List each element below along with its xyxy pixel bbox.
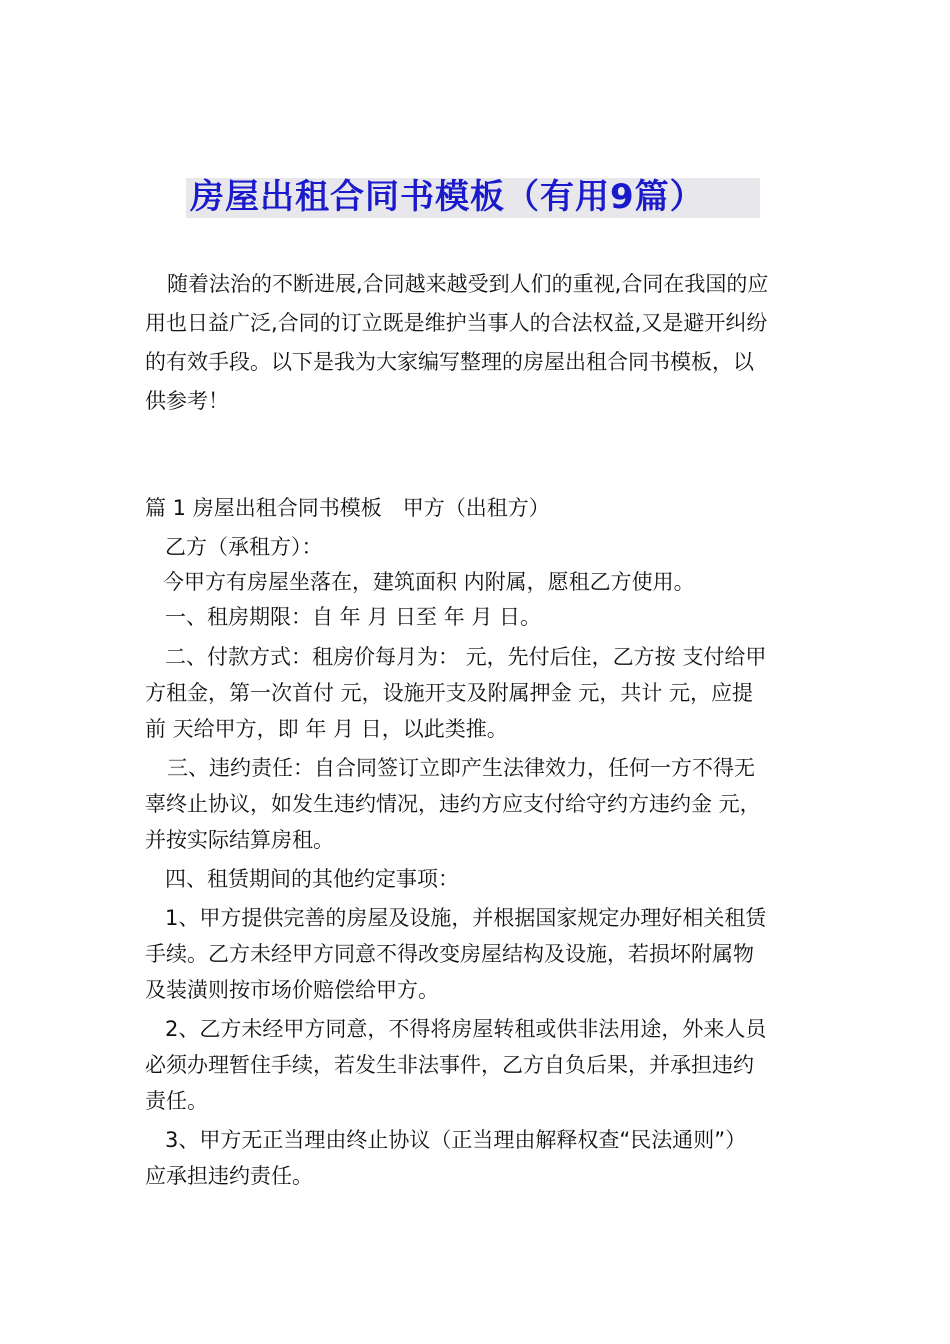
body-line: 必须办理暂住手续，若发生非法事件，乙方自负后果，并承担违约 <box>145 1053 754 1077</box>
body-line: 方租金，第一次首付 元，设施开支及附属押金 元，共计 元，应提 <box>145 681 754 705</box>
body-line: 及装潢则按市场价赔偿给甲方。 <box>145 978 439 1002</box>
body-line: 今甲方有房屋坐落在，建筑面积 内附属，愿租乙方使用。 <box>163 570 695 594</box>
body-line: 四、租赁期间的其他约定事项： <box>165 867 459 891</box>
intro-line: 随着法治的不断进展,合同越来越受到人们的重视,合同在我国的应 <box>167 272 769 296</box>
intro-line: 用也日益广泛,合同的订立既是维护当事人的合法权益,又是避开纠纷 <box>145 311 768 335</box>
body-line: 并按实际结算房租。 <box>145 828 334 852</box>
document-title: 房屋出租合同书模板（有用9篇） <box>190 177 705 217</box>
body-line: 手续。乙方未经甲方同意不得改变房屋结构及设施，若损坏附属物 <box>145 942 754 966</box>
body-line: 1、甲方提供完善的房屋及设施，并根据国家规定办理好相关租赁 <box>165 906 767 930</box>
body-line: 责任。 <box>145 1089 208 1113</box>
body-line: 2、乙方未经甲方同意，不得将房屋转租或供非法用途，外来人员 <box>165 1017 767 1041</box>
body-line: 应承担违约责任。 <box>145 1164 313 1188</box>
body-line: 乙方（承租方）： <box>165 535 323 559</box>
body-line: 辜终止协议，如发生违约情况，违约方应支付给守约方违约金 元， <box>145 792 761 816</box>
body-line: 二、付款方式：租房价每月为： 元，先付后住，乙方按 支付给甲 <box>165 645 767 669</box>
body-line: 前 天给甲方，即 年 月 日，以此类推。 <box>145 717 508 741</box>
body-line: 篇 1 房屋出租合同书模板 甲方（出租方） <box>145 496 550 520</box>
intro-line: 的有效手段。以下是我为大家编写整理的房屋出租合同书模板，以 <box>145 350 754 374</box>
body-line: 3、甲方无正当理由终止协议（正当理由解释权查“民法通则”） <box>165 1128 747 1152</box>
body-line: 一、租房期限：自 年 月 日至 年 月 日。 <box>165 605 542 629</box>
body-line: 三、违约责任：自合同签订立即产生法律效力，任何一方不得无 <box>167 756 755 780</box>
intro-line: 供参考！ <box>145 389 229 413</box>
